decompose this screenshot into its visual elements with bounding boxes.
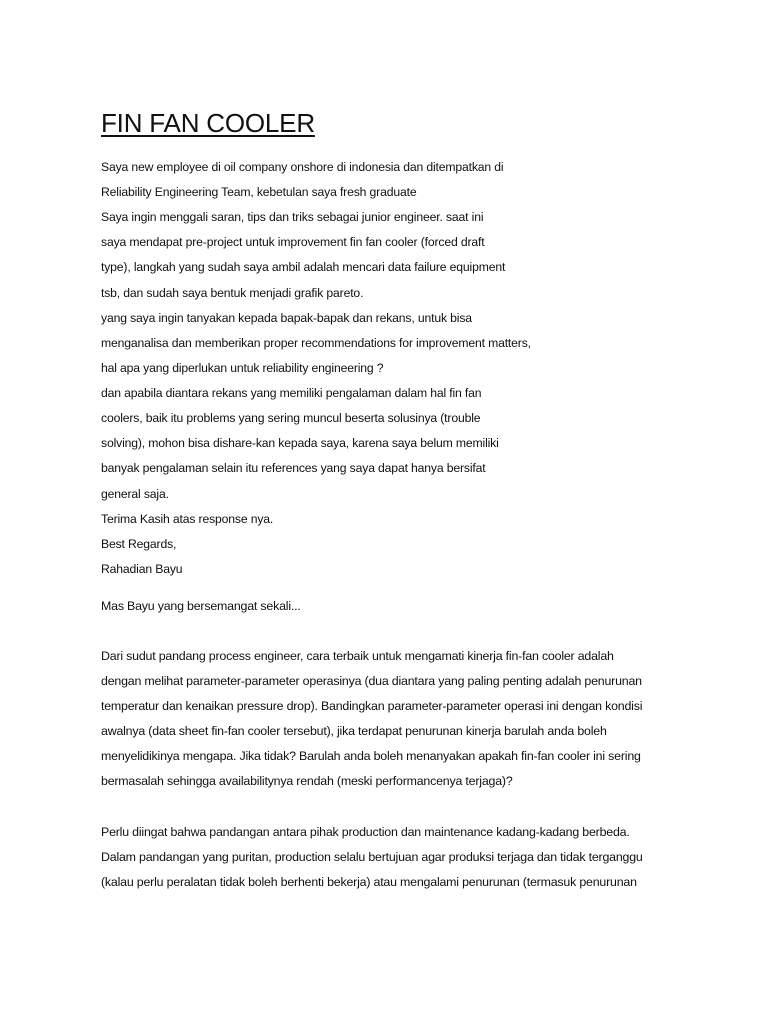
text-line: awalnya (data sheet fin-fan cooler tersebut), jika terdapat penurunan kinerja barulah anda boleh xyxy=(101,724,607,738)
reply-greeting: Mas Bayu yang bersemangat sekali... xyxy=(101,599,301,613)
text-line: Best Regards, xyxy=(101,537,177,551)
text-line: hal apa yang diperlukan untuk reliability engineering ? xyxy=(101,361,384,375)
text-line: Perlu diingat bahwa pandangan antara pihak production dan maintenance kadang-kadang berbeda. xyxy=(101,825,630,839)
text-line: general saja. xyxy=(101,487,169,501)
text-line: solving), mohon bisa dishare-kan kepada saya, karena saya belum memiliki xyxy=(101,436,499,450)
text-line: Dalam pandangan yang puritan, production selalu bertujuan agar produksi terjaga dan tidak terganggu xyxy=(101,850,643,864)
text-line: dengan melihat parameter-parameter operasinya (dua diantara yang paling penting adalah penurunan xyxy=(101,674,642,688)
text-line: (kalau perlu peralatan tidak boleh berhenti bekerja) atau mengalami penurunan (termasuk penurunan xyxy=(101,875,637,889)
text-line: banyak pengalaman selain itu references yang saya dapat hanya bersifat xyxy=(101,461,486,475)
text-line: yang saya ingin tanyakan kepada bapak-bapak dan rekans, untuk bisa xyxy=(101,311,472,325)
author-name: Rahadian Bayu xyxy=(101,562,183,576)
text-line: Terima Kasih atas response nya. xyxy=(101,512,274,526)
text-line: Saya new employee di oil company onshore di indonesia dan ditempatkan di xyxy=(101,160,504,174)
text-line: Saya ingin menggali saran, tips dan triks sebagai junior engineer. saat ini xyxy=(101,210,484,224)
text-line: menyelidikinya mengapa. Jika tidak? Barulah anda boleh menanyakan apakah fin-fan cooler ini sering xyxy=(101,749,641,763)
document-title: FIN FAN COOLER xyxy=(101,108,315,138)
text-line: temperatur dan kenaikan pressure drop). Bandingkan parameter-parameter operasi ini dengan kondisi xyxy=(101,699,643,713)
text-line: bermasalah sehingga availabilitynya rendah (meski performancenya terjaga)? xyxy=(101,774,513,788)
text-line: Dari sudut pandang process engineer, cara terbaik untuk mengamati kinerja fin-fan cooler adalah xyxy=(101,649,614,663)
text-line: coolers, baik itu problems yang sering muncul beserta solusinya (trouble xyxy=(101,411,481,425)
text-line: tsb, dan sudah saya bentuk menjadi grafik pareto. xyxy=(101,286,364,300)
text-line: saya mendapat pre-project untuk improvement fin fan cooler (forced draft xyxy=(101,235,485,249)
text-line: type), langkah yang sudah saya ambil adalah mencari data failure equipment xyxy=(101,260,506,274)
text-line: menganalisa dan memberikan proper recommendations for improvement matters, xyxy=(101,336,531,350)
text-line: dan apabila diantara rekans yang memiliki pengalaman dalam hal fin fan xyxy=(101,386,482,400)
text-line: Reliability Engineering Team, kebetulan saya fresh graduate xyxy=(101,185,417,199)
